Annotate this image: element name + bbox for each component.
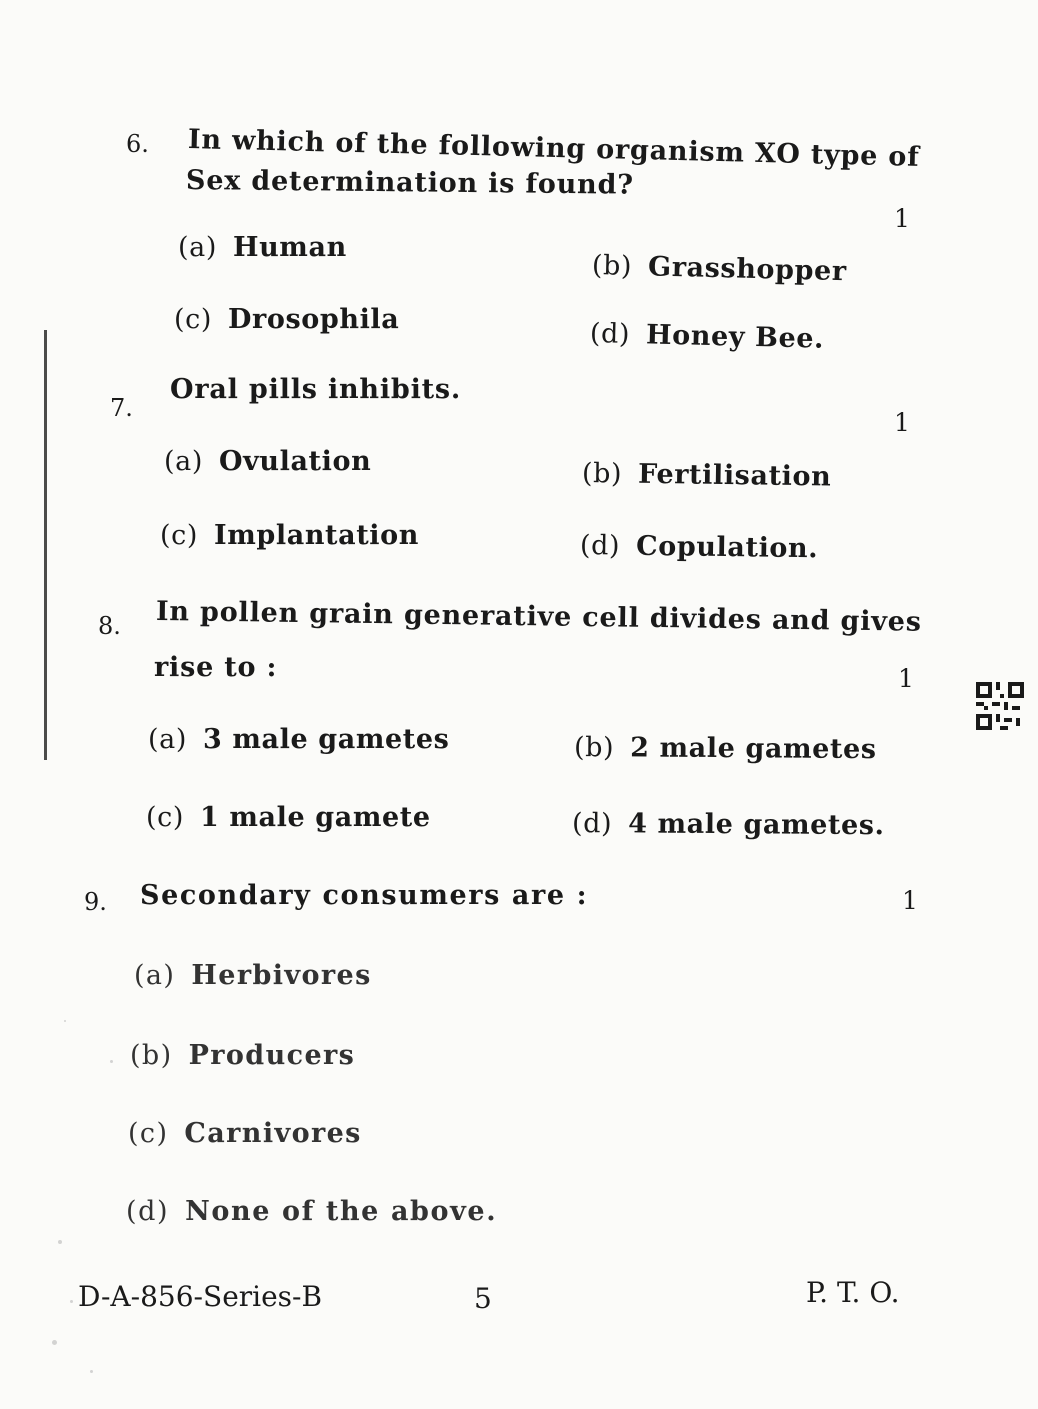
question-text: Sex determination is found? — [185, 165, 635, 201]
scan-speckle — [110, 1060, 113, 1063]
option-a — [134, 960, 372, 991]
marks-value: 1 — [894, 408, 910, 437]
scan-speckle — [58, 1240, 62, 1244]
option-text: None of the above. — [185, 1196, 498, 1227]
option-label: (d) — [579, 530, 621, 562]
option-label: (c) — [174, 304, 212, 335]
option-b — [582, 458, 832, 492]
qr-code — [976, 682, 1024, 730]
marks-value: 1 — [898, 664, 914, 693]
question-text: Oral pills inhibits. — [170, 374, 462, 405]
option-label: (d) — [589, 318, 631, 350]
option-b — [592, 250, 847, 287]
option-text: Herbivores — [191, 960, 372, 991]
option-d — [590, 318, 825, 355]
option-text: Drosophila — [228, 304, 400, 335]
page-number: 5 — [474, 1282, 492, 1315]
marks-value: 1 — [894, 204, 910, 233]
option-d — [580, 530, 819, 564]
option-label: (b) — [581, 458, 623, 490]
option-text: 3 male gametes — [202, 724, 450, 755]
question-text: In which of the following organism XO type of — [187, 124, 920, 173]
scan-speckle — [52, 1340, 57, 1345]
option-label: (b) — [130, 1040, 173, 1071]
option-label: (b) — [591, 250, 633, 282]
option-label: (d) — [126, 1196, 170, 1227]
question-text: In pollen grain generative cell divides and gives — [155, 596, 922, 638]
option-text: Producers — [188, 1040, 356, 1071]
option-a — [164, 446, 371, 477]
option-label: (a) — [134, 960, 176, 991]
option-label: (c) — [160, 520, 198, 551]
option-text: 2 male gametes — [630, 732, 877, 766]
option-text: 1 male gamete — [200, 802, 431, 833]
binding-shadow-line — [44, 330, 47, 760]
option-label: (a) — [164, 446, 203, 477]
question-number: 9. — [84, 888, 107, 916]
option-d — [126, 1196, 497, 1227]
question-text: Secondary consumers are : — [140, 880, 589, 911]
option-b — [130, 1040, 355, 1071]
option-text: Honey Bee. — [645, 319, 825, 355]
option-c — [146, 802, 431, 833]
scan-speckle — [70, 1300, 73, 1303]
option-label: (b) — [573, 732, 615, 764]
question-number: 6. — [126, 130, 149, 158]
option-label: (a) — [148, 724, 187, 755]
option-a — [148, 724, 449, 755]
option-text: Fertilisation — [637, 458, 832, 493]
option-label: (a) — [178, 232, 217, 263]
option-text: Grasshopper — [647, 251, 848, 288]
scan-speckle — [90, 1370, 93, 1373]
paper-code: D-A-856-Series-B — [78, 1280, 323, 1313]
option-text: Human — [232, 232, 347, 263]
option-c — [128, 1118, 362, 1149]
marks-value: 1 — [902, 886, 918, 915]
option-text: 4 male gametes. — [628, 808, 885, 842]
scan-speckle — [64, 1020, 66, 1022]
option-label: (c) — [128, 1118, 169, 1149]
option-text: Implantation — [214, 520, 419, 551]
option-d — [572, 808, 885, 841]
option-text: Copulation. — [635, 530, 819, 565]
please-turn-over: P. T. O. — [806, 1276, 900, 1309]
question-number: 8. — [98, 612, 121, 640]
question-number: 7. — [110, 394, 133, 422]
question-text: rise to : — [154, 652, 278, 683]
option-b — [574, 732, 877, 765]
option-c — [160, 520, 419, 551]
option-a — [178, 232, 347, 263]
option-label: (d) — [571, 808, 613, 840]
option-text: Ovulation — [218, 446, 372, 477]
option-label: (c) — [146, 802, 184, 833]
option-c — [174, 304, 399, 335]
option-text: Carnivores — [184, 1118, 362, 1149]
